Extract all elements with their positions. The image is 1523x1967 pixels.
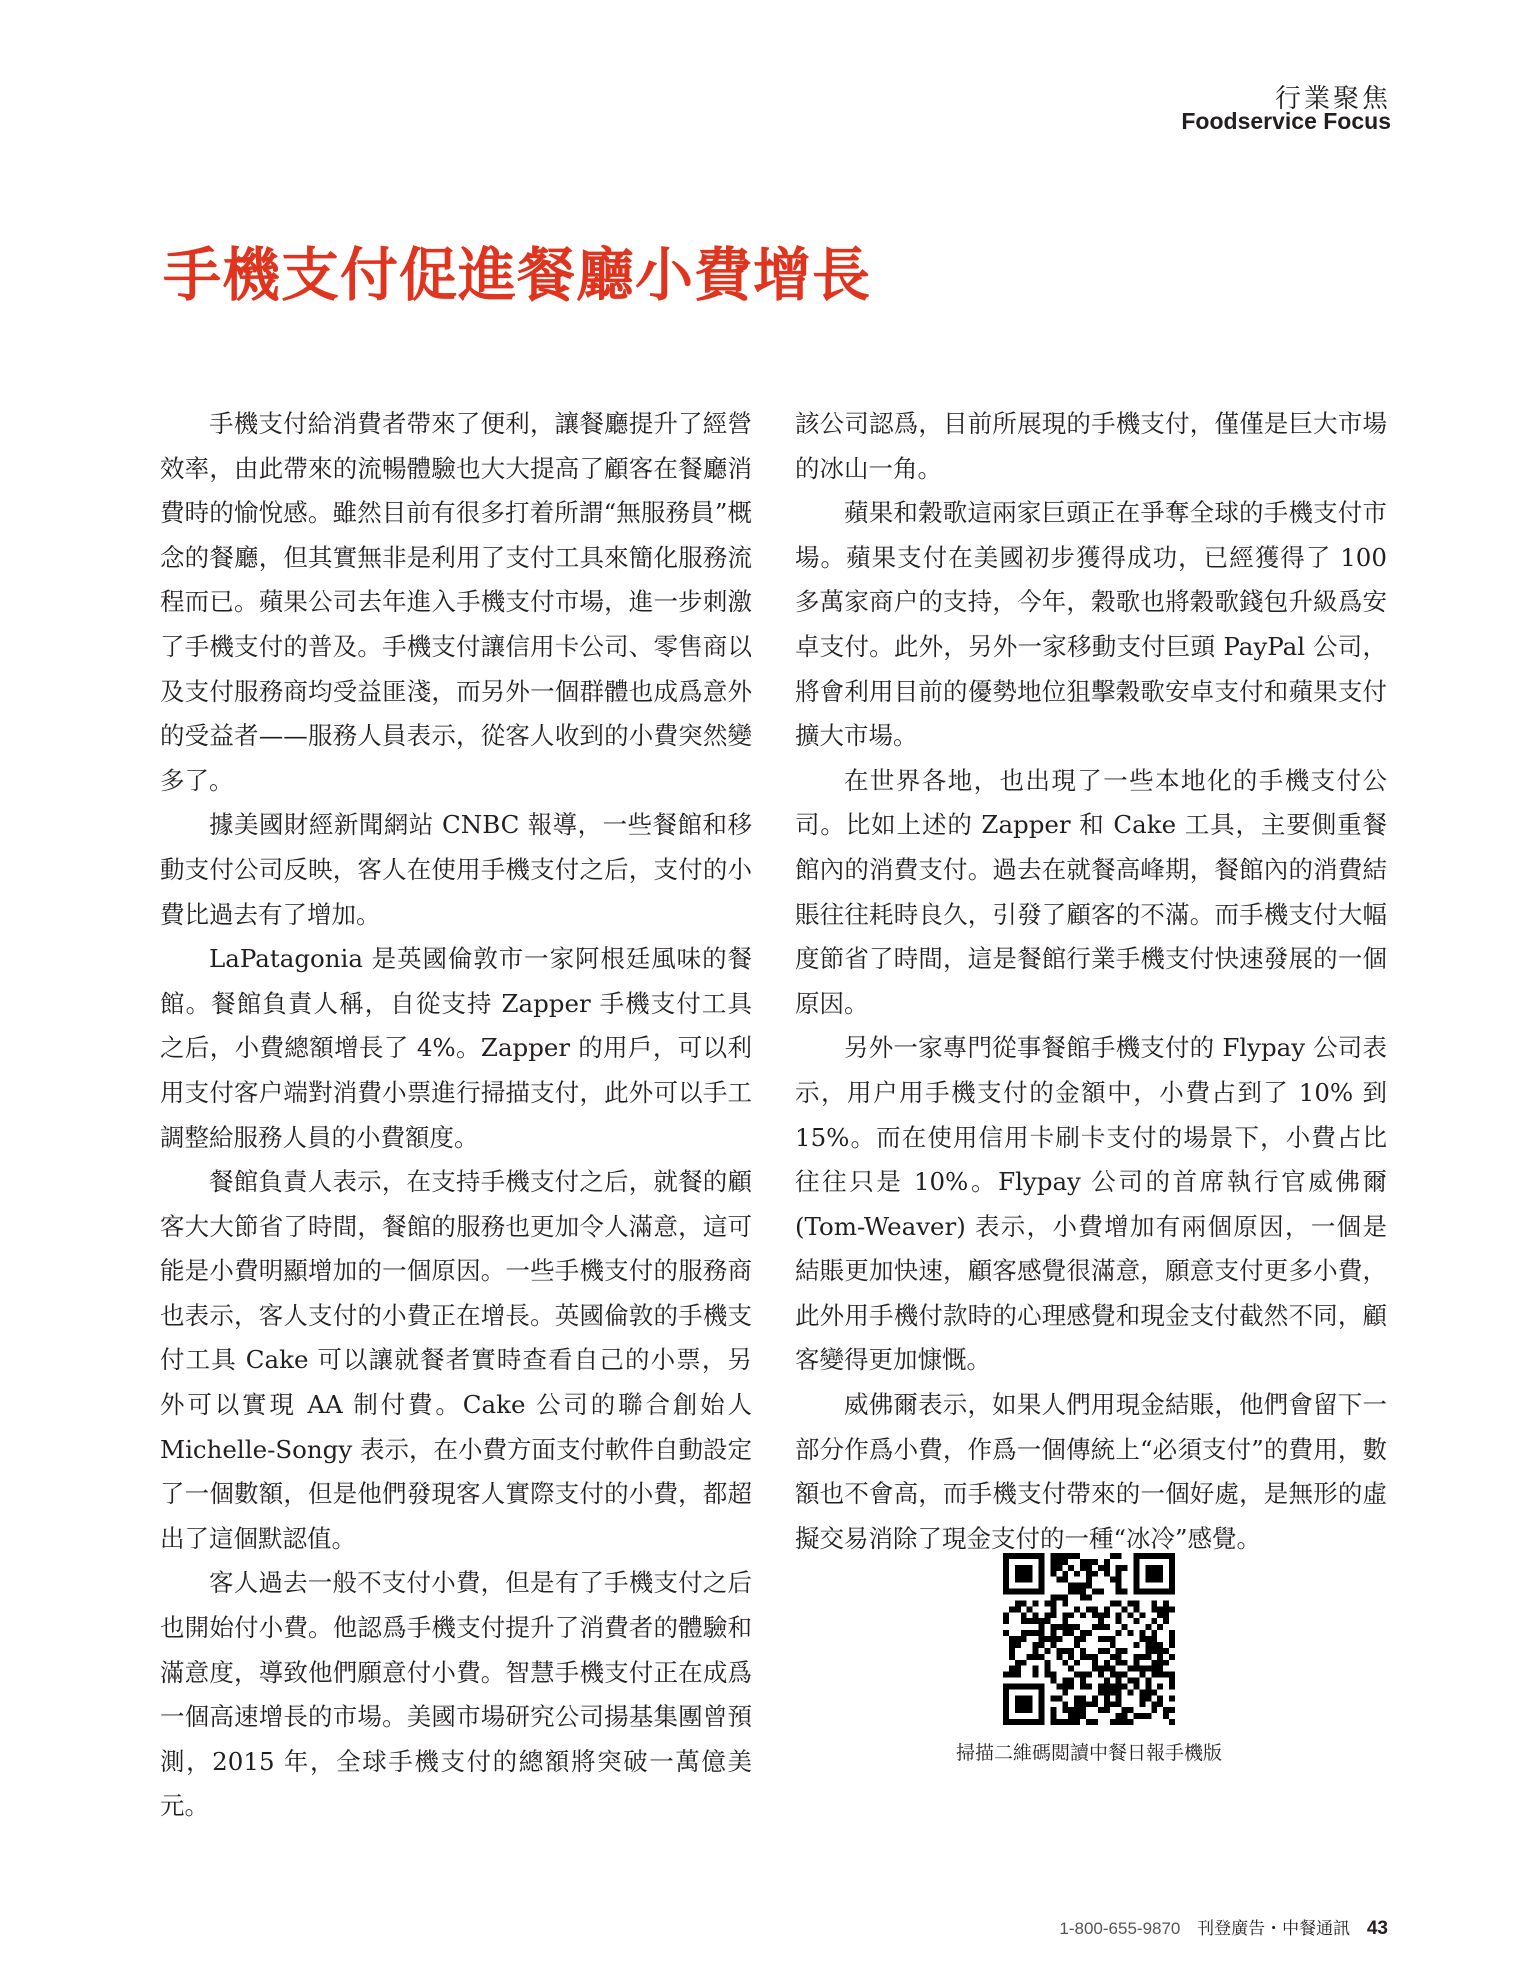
- article-column-right: [795, 402, 1387, 1561]
- section-label-english: Foodservice Focus: [1181, 108, 1391, 134]
- paragraph: 在世界各地，也出現了一些本地化的手機支付公司。比如上述的 Zapper 和 Cake 工具，主要側重餐館內的消費支付。過去在就餐高峰期，餐館內的消費結賬往往耗時良久，引發了顧客的不滿。而手機支付大幅度節省了時間，這是餐館行業手機支付快速發展的一個原因。: [795, 765, 1387, 1018]
- paragraph: 手機支付給消費者帶來了便利，讓餐廳提升了經營效率，由此帶來的流暢體驗也大大提高了顧客在餐廳消費時的愉悅感。雖然目前有很多打着所謂“無服務員”概念的餐廳，但其實無非是利用了支付工具來簡化服務流程而已。蘋果公司去年進入手機支付市場，進一步刺激了手機支付的普及。手機支付讓信用卡公司、零售商以及支付服務商均受益匪淺，而另外一個群體也成爲意外的受益者——服務人員表示，從客人收到的小費突然變多了。: [160, 409, 752, 795]
- page-number: 43: [1366, 1918, 1388, 1939]
- paragraph: 另外一家專門從事餐館手機支付的 Flypay 公司表示，用户用手機支付的金額中，小費占到了 10% 到 15%。而在使用信用卡刷卡支付的場景下，小費占比往往只是 10%。Flypay 公司的首席執行官威佛爾 (Tom-Weaver) 表示，小費增加有兩個原因，一個是結賬更加快速，顧客感覺很滿意，願意支付更多小費，此外用手機付款時的心理感覺和現金支付截然不同，顧客變得更加慷慨。: [795, 1033, 1387, 1375]
- paragraph: 蘋果和穀歌這兩家巨頭正在爭奪全球的手機支付市場。蘋果支付在美國初步獲得成功，已經獲得了 100 多萬家商户的支持，今年，穀歌也將穀歌錢包升級爲安卓支付。此外，另外一家移動支付巨頭 PayPal 公司，將會利用目前的優勢地位狙擊穀歌安卓支付和蘋果支付擴大市場。: [795, 498, 1387, 751]
- article-column-left: [160, 402, 752, 1829]
- paragraph: 威佛爾表示，如果人們用現金結賬，他們會留下一部分作爲小費，作爲一個傳統上“必須支付”的費用，數額也不會高，而手機支付帶來的一個好處，是無形的虛擬交易消除了現金支付的一種“冰冷”感覺。: [795, 1390, 1387, 1553]
- qr-code-icon[interactable]: [1003, 1553, 1175, 1725]
- paragraph: 據美國財經新聞網站 CNBC 報導，一些餐館和移動支付公司反映，客人在使用手機支付之后，支付的小費比過去有了增加。: [160, 810, 752, 929]
- footer-publication: 刊登廣告・中餐通訊: [1197, 1919, 1351, 1939]
- section-label-chinese: 行業聚焦: [1274, 84, 1391, 114]
- page-footer: [1059, 1914, 1388, 1940]
- qr-caption: 掃描二維碼閲讀中餐日報手機版: [955, 1742, 1222, 1764]
- paragraph: LaPatagonia 是英國倫敦市一家阿根廷風味的餐館。餐館負責人稱，自從支持 Zapper 手機支付工具之后，小費總額增長了 4%。Zapper 的用戶，可以利用支付客户端對消費小票進行掃描支付，此外可以手工調整給服務人員的小費額度。: [160, 944, 752, 1152]
- paragraph: 客人過去一般不支付小費，但是有了手機支付之后也開始付小費。他認爲手機支付提升了消費者的體驗和滿意度，導致他們願意付小費。智慧手機支付正在成爲一個高速增長的市場。美國市場研究公司揚基集團曾預測，2015 年，全球手機支付的總額將突破一萬億美元。: [160, 1568, 752, 1821]
- footer-phone: 1-800-655-9870: [1059, 1919, 1181, 1938]
- paragraph: 餐館負責人表示，在支持手機支付之后，就餐的顧客大大節省了時間，餐館的服務也更加令人滿意，這可能是小費明顯增加的一個原因。一些手機支付的服務商也表示，客人支付的小費正在增長。英國倫敦的手機支付工具 Cake 可以讓就餐者實時查看自己的小票，另外可以實現 AA 制付費。Cake 公司的聯合創始人 Michelle-Songy 表示，在小費方面支付軟件自動設定了一個數額，但是他們發現客人實際支付的小費，都超出了這個默認值。: [160, 1167, 752, 1553]
- article-title: 手機支付促進餐廳小費增長: [163, 241, 872, 309]
- paragraph-continuation: 該公司認爲，目前所展現的手機支付，僅僅是巨大市場的冰山一角。: [795, 409, 1387, 483]
